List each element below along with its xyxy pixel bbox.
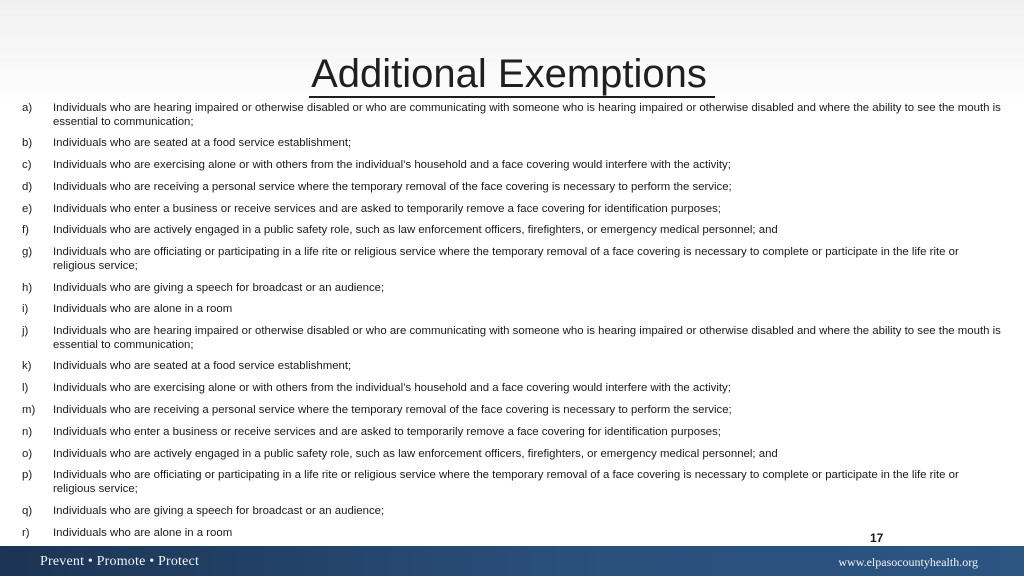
list-item-text: Individuals who are alone in a room bbox=[53, 303, 233, 316]
list-item bbox=[22, 203, 1004, 217]
list-item bbox=[22, 404, 1004, 418]
list-item bbox=[22, 303, 1004, 317]
list-item bbox=[22, 325, 1004, 352]
list-item bbox=[22, 224, 1004, 238]
list-item bbox=[22, 137, 1004, 151]
list-marker: o) bbox=[22, 447, 33, 460]
list-item-text: Individuals who are giving a speech for broadcast or an audience; bbox=[53, 281, 385, 294]
list-item-text: Individuals who are actively engaged in a public safety role, such as law enforcement officers, firefighters, or emergency medical personnel; and bbox=[53, 447, 778, 460]
list-item bbox=[22, 426, 1004, 440]
page-number: 17 bbox=[870, 531, 884, 545]
list-marker: h) bbox=[22, 281, 33, 294]
list-item-text: Individuals who are officiating or participating in a life rite or religious service where the temporary removal of a face covering is necessary to complete or participate in the life rite or religious service; bbox=[53, 246, 959, 272]
list-item bbox=[22, 159, 1004, 173]
list-item-text: Individuals who are hearing impaired or otherwise disabled or who are communicating with someone who is hearing impaired or otherwise disabled and where the ability to see the mouth is essential to communication; bbox=[53, 102, 1001, 128]
list-item-text: Individuals who are officiating or participating in a life rite or religious service where the temporary removal of a face covering is necessary to complete or participate in the life rite or religious service; bbox=[53, 469, 959, 495]
list-item bbox=[22, 246, 1004, 273]
slide-title-text: Additional Exemptions bbox=[309, 52, 715, 98]
list-item bbox=[22, 505, 1004, 519]
list-item bbox=[22, 382, 1004, 396]
slide-title bbox=[0, 50, 1024, 98]
list-marker: p) bbox=[22, 469, 33, 482]
list-marker: a) bbox=[22, 102, 33, 114]
list-marker: l) bbox=[22, 382, 29, 395]
list-marker: c) bbox=[22, 159, 32, 172]
list-marker: d) bbox=[22, 180, 33, 193]
list-item bbox=[22, 448, 1004, 462]
list-marker: n) bbox=[22, 425, 33, 438]
list-item bbox=[22, 469, 1004, 496]
footer-tagline: Prevent • Promote • Protect bbox=[40, 554, 200, 569]
list-item-text: Individuals who are hearing impaired or otherwise disabled or who are communicating with someone who is hearing impaired or otherwise disabled and where the ability to see the mouth is essential to communication; bbox=[53, 325, 1001, 351]
list-item-text: Individuals who are giving a speech for broadcast or an audience; bbox=[53, 504, 385, 517]
list-item bbox=[22, 527, 1004, 541]
list-item bbox=[22, 282, 1004, 296]
list-marker: i) bbox=[22, 303, 29, 316]
list-item bbox=[22, 102, 1004, 129]
list-marker: e) bbox=[22, 202, 33, 215]
footer-website-link[interactable]: www.elpasocountyhealth.org bbox=[838, 555, 978, 569]
list-item-text: Individuals who are exercising alone or with others from the individual’s household and a face covering would interfere with the activity; bbox=[53, 382, 731, 395]
list-item-text: Individuals who are receiving a personal service where the temporary removal of the face covering is necessary to perform the service; bbox=[53, 404, 732, 417]
list-marker: j) bbox=[22, 325, 29, 338]
list-item-text: Individuals who enter a business or receive services and are asked to temporarily remove a face covering for identification purposes; bbox=[53, 425, 721, 438]
list-item bbox=[22, 181, 1004, 195]
exemption-list bbox=[22, 102, 1004, 548]
list-item-text: Individuals who enter a business or receive services and are asked to temporarily remove a face covering for identification purposes; bbox=[53, 202, 721, 215]
list-marker: b) bbox=[22, 137, 33, 150]
list-item-text: Individuals who are exercising alone or with others from the individual’s household and a face covering would interfere with the activity; bbox=[53, 159, 731, 172]
list-marker: g) bbox=[22, 246, 33, 259]
list-marker: m) bbox=[22, 404, 36, 417]
list-item-text: Individuals who are alone in a room bbox=[53, 526, 233, 539]
list-item bbox=[22, 360, 1004, 374]
list-item-text: Individuals who are seated at a food service establishment; bbox=[53, 137, 352, 150]
list-marker: k) bbox=[22, 360, 32, 373]
list-item-text: Individuals who are actively engaged in a public safety role, such as law enforcement officers, firefighters, or emergency medical personnel; and bbox=[53, 224, 778, 237]
list-marker: q) bbox=[22, 504, 33, 517]
list-item-text: Individuals who are receiving a personal service where the temporary removal of the face covering is necessary to perform the service; bbox=[53, 180, 732, 193]
list-item-text: Individuals who are seated at a food service establishment; bbox=[53, 360, 352, 373]
list-marker: f) bbox=[22, 224, 29, 237]
list-marker: r) bbox=[22, 526, 30, 539]
footer-bar bbox=[0, 546, 1024, 576]
